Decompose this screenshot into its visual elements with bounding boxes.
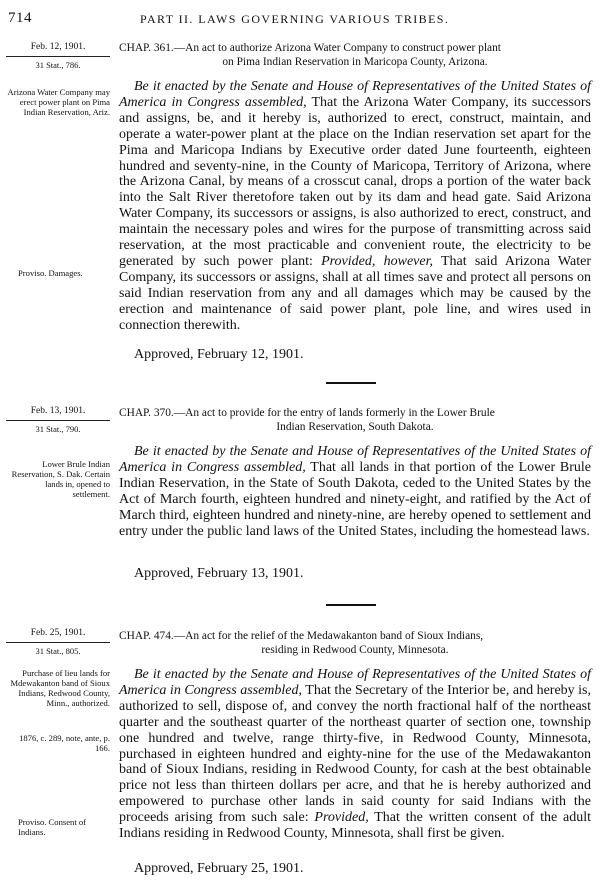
chapter-heading: CHAP. 370.—An act to provide for the entry of lands formerly in the Lower Brule Indian Reservation, South Dakota. (119, 407, 495, 433)
act-text: Be it enacted by the Senate and House of Representatives of the United States of America in Congress assembled, That the Secretary of the Interior be, and hereby is, authorized to sell, dispose of, and convey the north fractional half of the northeast quarter and the southeast quarter of the northeast quarter of section one, township one hundred and twelve, range thirty-five, in Redwood County, Minnesota, purchased in eighteen hundred and eighty-nine for the use of the Medawakanton band of Sioux Indians, residing in Redwood County, for cash at the best obtainable price not less than thirteen dollars per acre, and that he is hereby authorized and empowered to purchase other lands in said county for said Indians with the proceeds arising from such sale: Provided, That the written consent of the adult Indians residing in Redwood County, Minnesota, shall first be given. (119, 667, 591, 842)
margin-rule (6, 642, 110, 643)
margin-note-citation: 1876, c. 289, note, ante, p. 166. (19, 733, 110, 753)
chapter-heading: CHAP. 361.—An act to authorize Arizona Water Company to construct power plant on Pima Indian Reservation in Maricopa County, Arizona. (119, 42, 501, 68)
margin-note: Purchase of lieu lands for Mdewakanton band of Sioux Indians, Redwood County, Minn., authorized. (10, 668, 110, 708)
running-head: PART II. LAWS GOVERNING VARIOUS TRIBES. (140, 12, 450, 26)
act-statute: 31 Stat., 790. (35, 424, 81, 434)
proviso-text: Provided, however, (321, 253, 433, 269)
enacting-clause: Be it enacted by the Senate and House of Representatives of the United States of America in Congress assembled, (119, 444, 591, 475)
margin-note: Arizona Water Company may erect power plant on Pima Indian Reservation, Ariz. (7, 87, 110, 117)
act-text: Be it enacted by the Senate and House of Representatives of the United States of America in Congress assembled, That the Arizona Water Company, its successors and assigns, be, and it hereby is, authorized to erect, construct, maintain, and operate a water-power plant at the place on the Indian reservation set apart for the Pima and Maricopa Indians by Executive order dated June fourteenth, eighteen hundred and seventy-nine, in the County of Maricopa, Territory of Arizona, where the Arizona Canal, by means of a crosscut canal, drops a portion of the water back into the Salt River theretofore taken out by its dam and head gate. Said Arizona Water Company, its successors or assigns, is also authorized to erect, construct, and maintain the necessary poles and wires for the purpose of transmitting across said reservation, at the most practicable and convenient route, the electricity to be generated by such power plant: Provided, however, That said Arizona Water Company, its successors or assigns, shall at all times save and protect all persons on said Indian reservation from any and all damages which may be caused by the erection and maintenance of said power plant, pole line, and wires used in connection therewith. (119, 79, 591, 333)
approved-line: Approved, February 12, 1901. (134, 347, 304, 362)
page-header (8, 10, 592, 30)
act-text: Be it enacted by the Senate and House of Representatives of the United States of America in Congress assembled, That all lands in that portion of the Lower Brule Indian Reservation, in the State of South Dakota, ceded to the United States by the Act of March fourth, eighteen hundred and ninety-eight, and ratified by the Act of March third, eighteen hundred and ninety-nine, are hereby opened to settlement and entry under the public land laws of the United States, including the homestead laws. (119, 444, 591, 539)
page-number: 714 (8, 10, 32, 26)
act-statute: 31 Stat., 805. (35, 646, 81, 656)
chapter-heading: CHAP. 474.—An act for the relief of the Medawakanton band of Sioux Indians, residing in Redwood County, Minnesota. (119, 630, 484, 656)
margin-note-proviso: Proviso. Damages. (18, 268, 83, 278)
proviso-text: Provided, (314, 810, 369, 826)
act-date: Feb. 25, 1901. (30, 628, 86, 638)
margin-rule (6, 420, 110, 421)
act-statute: 31 Stat., 786. (35, 60, 81, 70)
section-divider (326, 382, 376, 384)
approved-line: Approved, February 25, 1901. (134, 861, 304, 876)
margin-rule (6, 56, 110, 57)
margin-note: Lower Brule Indian Reservation, S. Dak. Certain lands in, opened to settlement. (11, 459, 110, 499)
margin-note-proviso: Proviso. Consent of Indians. (18, 817, 87, 837)
act-date: Feb. 13, 1901. (30, 406, 86, 416)
section-divider (326, 604, 376, 606)
enacting-clause: Be it enacted by the Senate and House of Representatives of the United States of America in Congress assembled, (119, 79, 591, 110)
approved-line: Approved, February 13, 1901. (134, 566, 304, 581)
enacting-clause: Be it enacted by the Senate and House of Representatives of the United States of America in Congress assembled, (119, 667, 591, 698)
act-date: Feb. 12, 1901. (30, 42, 86, 52)
